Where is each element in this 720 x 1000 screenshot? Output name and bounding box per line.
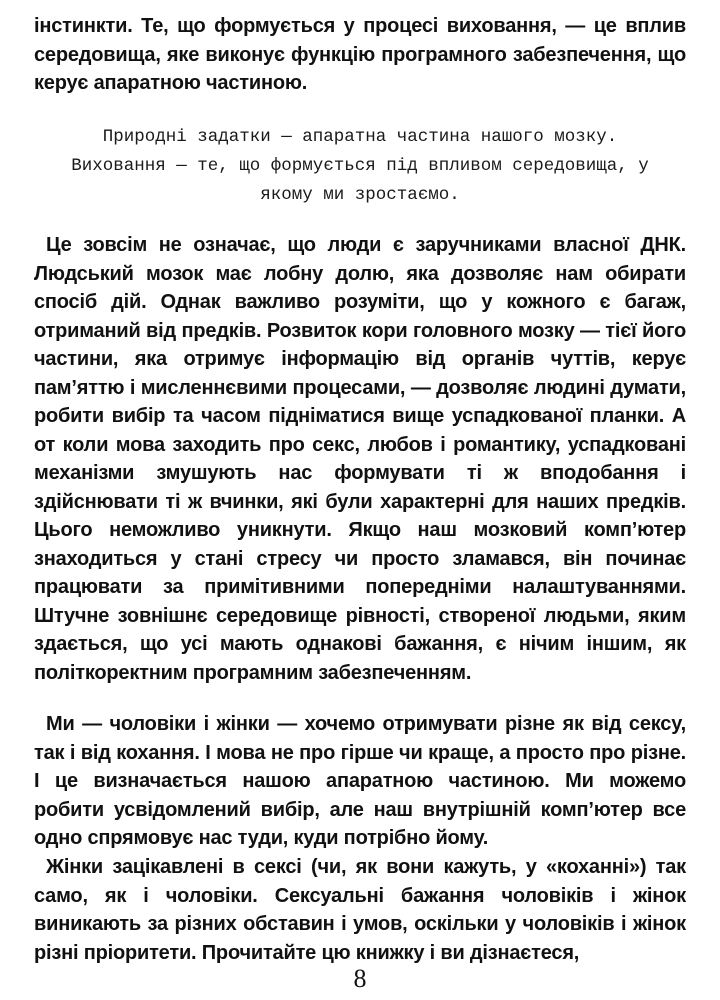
page-number: 8 [353,964,367,993]
paragraph-dna: Це зовсім не означає, що люди є заручниками власної ДНК. Людський мозок має лобну долю, яка дозволяє нам обирати спосіб дій. Однак важливо розуміти, що у кожного є багаж, отриманий від предків. Розвиток кори головного мозку — тієї його частини, яка отримує інформацію від органів чуттів, керує пам’яттю і мисленнєвими процесами, — дозволяє людині думати, робити вибір та часом підніматися вище успадкованої планки. А от коли мова заходить про секс, любов і романтику, успадковані механізми змушують нас формувати ті ж вподобання і здійснювати ті ж вчинки, які були характерні для наших предків. Цього неможливо уникнути. Якщо наш мозковий комп’ютер знаходиться у стані стресу чи просто зламався, він починає працювати за примітивними попередніми налаштуваннями. Штучне зовнішнє середовище рівності, створеної людьми, яким здається, що усі мають однакові бажання, є нічим іншим, як політкоректним програмним забезпеченням. [34,234,686,684]
paragraph-women-interest: Жінки зацікавлені в сексі (чи, як вони кажуть, у «коханні») так само, як і чоловіки. Сексуальні бажання чоловіків і жінок виникають за різних обставин і умов, оскільки у чоловіків і жінок різні пріоритети. Прочитайте цю книжку і ви дізнаєтеся, [34,856,686,964]
pull-quote: Природні задатки — апаратна частина нашого мозку. Виховання — те, що формується під впливом середовища, у якому ми зростаємо. [71,127,649,205]
paragraph-continuation: інстинкти. Те, що формується у процесі виховання, — це вплив середовища, яке виконує функцію програмного забезпечення, що керує апаратною частиною. [34,15,686,94]
paragraph-men-and-women: Ми — чоловіки і жінки — хочемо отримувати різне як від сексу, так і від кохання. І мова не про гірше чи краще, а просто про різне. І це визначається нашою апаратною частиною. Ми можемо робити усвідомлений вибір, але наш внутрішній комп’ютер все одно спрямовує нас туди, куди потрібно йому. [34,713,686,849]
